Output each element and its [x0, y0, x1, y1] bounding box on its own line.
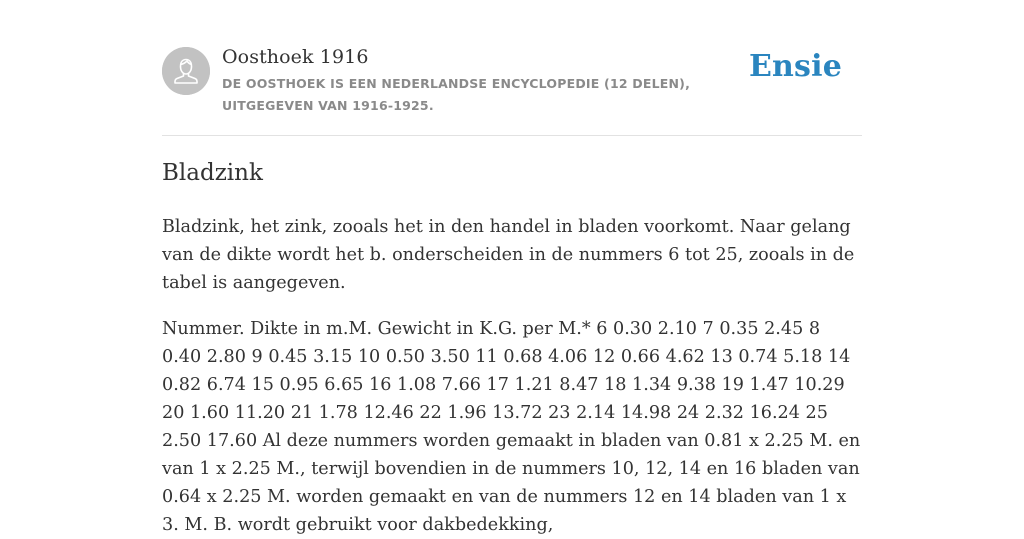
article-paragraph: Bladzink, het zink, zooals het in den handel in bladen voorkomt. Naar gelang van de dikte wordt het b. onderscheiden in de nummers 6 tot 25, zooals in de tabel is aangegeven.: [162, 217, 855, 293]
source-header: [162, 0, 862, 136]
content-column: [162, 0, 862, 535]
article-title: Bladzink: [162, 160, 263, 186]
avatar[interactable]: [162, 47, 210, 95]
source-description: DE OOSTHOEK IS EEN NEDERLANDSE ENCYCLOPEDIE (12 DELEN), UITGEGEVEN VAN 1916-1925.: [222, 76, 691, 113]
article-paragraph: Nummer. Dikte in m.M. Gewicht in K.G. per M.* 6 0.30 2.10 7 0.35 2.45 8 0.40 2.80 9 0.45 3.15 10 0.50 3.50 11 0.68 4.06 12 0.66 4.62 13 0.74 5.18 14 0.82 6.74 15 0.95 6.65 16 1.08 7.66 17 1.21 8.47 18 1.34 9.38 19 1.47 10.29 20 1.60 11.20 21 1.78 12.46 22 1.96 13.72 23 2.14 14.98 24 2.32 16.24 25 2.50 17.60 Al deze nummers worden gemaakt in bladen van 0.81 x 2.25 M. en van 1 x 2.25 M., terwijl bovendien in de nummers 10, 12, 14 en 16 bladen van 0.64 x 2.25 M. worden gemaakt en van de nummers 12 en 14 bladen van 1 x 3. M. B. wordt gebruikt voor dakbedekking,: [162, 319, 861, 535]
brand-logo[interactable]: Ensie: [748, 49, 842, 84]
source-name[interactable]: Oosthoek 1916: [222, 46, 369, 68]
user-icon: [162, 47, 210, 95]
